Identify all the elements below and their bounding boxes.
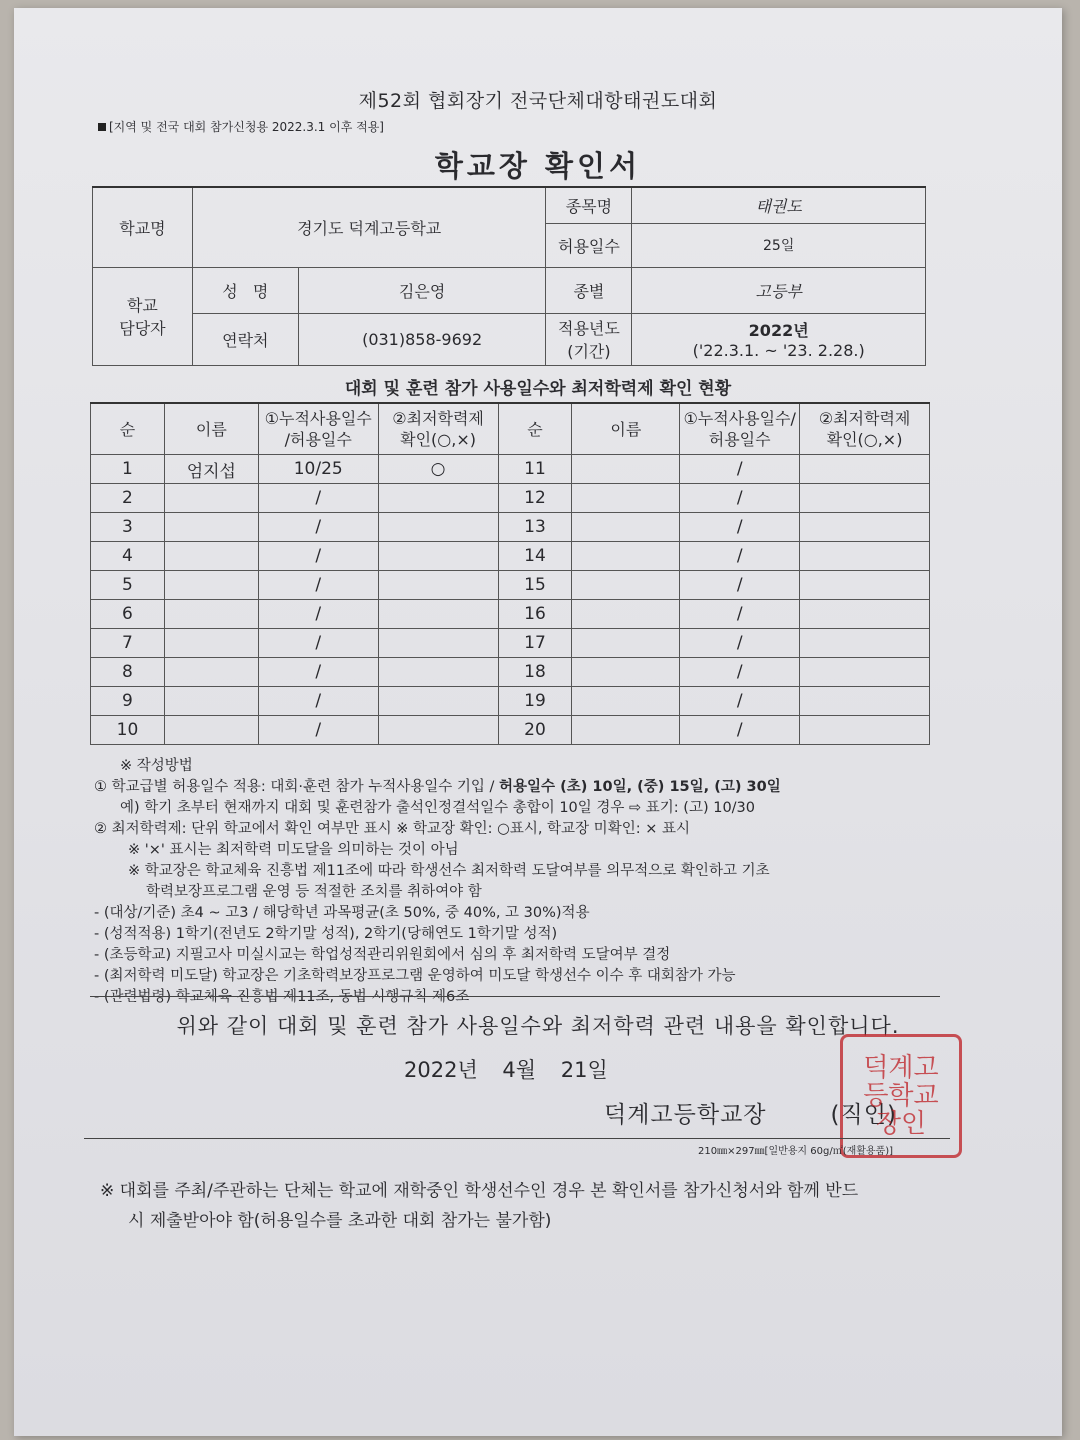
cell-min: ○	[378, 455, 498, 484]
writing-guide	[94, 756, 994, 1008]
roster-table	[90, 402, 930, 745]
sport-value: 태권도	[632, 187, 926, 223]
cell-name	[572, 484, 680, 513]
cell-num: 4	[91, 542, 165, 571]
cell-num: 5	[91, 571, 165, 600]
cell-name	[572, 687, 680, 716]
cell-num: 2	[91, 484, 165, 513]
cell-min	[378, 716, 498, 745]
allowed-days-value: 25일	[632, 223, 926, 267]
year-label	[546, 313, 632, 365]
cell-num: 20	[498, 716, 572, 745]
document-title: 학교장 확인서	[434, 149, 642, 183]
guide-detail-1: - (대상/기준) 초4 ~ 고3 / 해당학년 과목평균(초 50%, 중 40%, 고 30%)적용	[94, 905, 590, 921]
cell-min	[800, 600, 930, 629]
school-value: 경기도 덕계고등학교	[192, 187, 546, 267]
header-min-right-1: ②최저학력제	[818, 409, 911, 428]
cell-name	[164, 571, 258, 600]
sport-label: 종목명	[546, 187, 632, 223]
cell-days: /	[680, 629, 800, 658]
table-row	[91, 629, 930, 658]
table-row	[91, 600, 930, 629]
cell-num: 10	[91, 716, 165, 745]
seal-stamp-text: 덕계고등학교장인	[863, 1053, 939, 1139]
cell-name	[164, 513, 258, 542]
cell-min	[800, 716, 930, 745]
square-bullet-icon	[98, 123, 106, 131]
cell-days: /	[680, 571, 800, 600]
event-title: 제52회 협회장기 전국단체대항태권도대회	[358, 90, 718, 112]
cell-days: /	[680, 600, 800, 629]
cell-min	[800, 455, 930, 484]
contact-label: 연락처	[192, 313, 298, 365]
divider-line-bottom	[84, 1138, 950, 1139]
cell-num: 14	[498, 542, 572, 571]
cell-num: 12	[498, 484, 572, 513]
contact-value: (031)858-9692	[298, 313, 546, 365]
table-row	[91, 687, 930, 716]
cell-name	[572, 571, 680, 600]
cell-days: /	[258, 658, 378, 687]
cell-days: /	[258, 513, 378, 542]
header-name-right: 이름	[572, 403, 680, 455]
cell-days: /	[258, 687, 378, 716]
name-value: 김은영	[298, 267, 546, 313]
guide-item-2: ② 최저학력제: 단위 학교에서 확인 여부만 표시 ※ 학교장 확인: ○표시, 학교장 미확인: × 표시	[94, 821, 690, 837]
paper-spec: 210㎜×297㎜[일반용지 60g/㎡(재활용품)]	[698, 1146, 894, 1157]
guide-item-1a-bold: 허용일수 (초) 10일, (중) 15일, (고) 30일	[499, 779, 781, 795]
header-min-left-2: 확인(○,×)	[400, 430, 476, 449]
cell-days: /	[258, 629, 378, 658]
cell-min	[378, 513, 498, 542]
table-row	[91, 542, 930, 571]
period-value: ('22.3.1. ~ '23. 2.28.)	[692, 341, 865, 360]
cell-num: 3	[91, 513, 165, 542]
header-days-right-2: 허용일수	[708, 430, 771, 449]
cell-min	[378, 571, 498, 600]
table-row	[91, 484, 930, 513]
cell-name: 엄지섭	[164, 455, 258, 484]
cell-min	[800, 687, 930, 716]
cell-num: 7	[91, 629, 165, 658]
guide-item-4a: ※ 학교장은 학교체육 진흥법 제11조에 따라 학생선수 최저학력 도달여부를 의무적으로 확인하고 기초	[128, 863, 770, 879]
cell-name	[164, 600, 258, 629]
header-days-left-1: ①누적사용일수	[264, 409, 372, 428]
section-title: 대회 및 훈련 참가 사용일수와 최저학력제 확인 현황	[344, 379, 732, 399]
submission-note-line2: 시 제출받아야 함(허용일수를 초과한 대회 참가는 불가함)	[128, 1211, 552, 1231]
division-value: 고등부	[632, 267, 926, 313]
cell-days: /	[680, 455, 800, 484]
cell-num: 16	[498, 600, 572, 629]
cell-min	[378, 484, 498, 513]
cell-min	[378, 658, 498, 687]
cell-name	[572, 455, 680, 484]
document-page	[14, 8, 1062, 1436]
cell-days: /	[258, 716, 378, 745]
header-min-left	[378, 403, 498, 455]
cell-num: 18	[498, 658, 572, 687]
cell-days: /	[258, 571, 378, 600]
header-min-right	[800, 403, 930, 455]
cell-name	[572, 542, 680, 571]
guide-detail-5: - (관련법령) 학교체육 진흥법 제11조, 동법 시행규칙 제6조	[94, 989, 470, 1005]
cell-days: /	[680, 513, 800, 542]
year-label-line1: 적용년도	[558, 319, 620, 338]
header-min-right-2: 확인(○,×)	[826, 430, 903, 449]
cell-num: 17	[498, 629, 572, 658]
cell-min	[800, 658, 930, 687]
division-label: 종별	[546, 267, 632, 313]
divider-line	[90, 996, 940, 997]
header-num-right: 순	[498, 403, 572, 455]
confirmation-statement: 위와 같이 대회 및 훈련 참가 사용일수와 최저학력 관련 내용을 확인합니다.	[176, 1014, 900, 1038]
header-num-left: 순	[91, 403, 165, 455]
table-row	[91, 658, 930, 687]
cell-min	[800, 571, 930, 600]
principal-title: 덕계고등학교장	[604, 1102, 767, 1128]
cell-num: 19	[498, 687, 572, 716]
cell-name	[572, 716, 680, 745]
roster-body	[91, 455, 930, 745]
submission-note	[100, 1176, 1020, 1236]
staff-label-line1: 학교	[126, 296, 158, 315]
table-row	[91, 513, 930, 542]
cell-name	[572, 513, 680, 542]
cell-min	[800, 629, 930, 658]
table-row	[91, 455, 930, 484]
cell-days: /	[680, 716, 800, 745]
cell-name	[164, 716, 258, 745]
table-row	[91, 571, 930, 600]
cell-min	[800, 484, 930, 513]
cell-name	[164, 542, 258, 571]
guide-detail-2: - (성적적용) 1학기(전년도 2학기말 성적), 2학기(당해연도 1학기말 성적)	[94, 926, 558, 942]
cell-name	[164, 484, 258, 513]
guide-heading: ※ 작성방법	[120, 758, 193, 774]
cell-num: 6	[91, 600, 165, 629]
cell-min	[378, 687, 498, 716]
info-table	[92, 186, 926, 366]
cell-min	[378, 600, 498, 629]
submission-note-line1: ※ 대회를 주최/주관하는 단체는 학교에 재학중인 학생선수인 경우 본 확인서를 참가신청서와 함께 반드	[100, 1181, 859, 1201]
school-label: 학교명	[93, 187, 193, 267]
cell-num: 8	[91, 658, 165, 687]
cell-days: /	[258, 484, 378, 513]
cell-name	[164, 629, 258, 658]
seal-mark: (직인)	[830, 1102, 897, 1128]
cell-days: /	[680, 484, 800, 513]
cell-min	[800, 542, 930, 571]
cell-name	[572, 629, 680, 658]
header-name-left: 이름	[164, 403, 258, 455]
confirmation-date: 2022년 4월 21일	[404, 1058, 608, 1082]
guide-item-1a-text: ① 학교급별 허용일수 적용: 대회·훈련 참가 누적사용일수 기입 /	[94, 779, 500, 795]
form-subtitle-text: [지역 및 전국 대회 참가신청용 2022.3.1 이후 적용]	[109, 120, 384, 134]
staff-label-line2: 담당자	[119, 319, 166, 338]
guide-detail-3: - (초등학교) 지필고사 미실시교는 학업성적관리위원회에서 심의 후 최저학력 도달여부 결정	[94, 947, 671, 963]
guide-detail-4: - (최저학력 미도달) 학교장은 기초학력보장프로그램 운영하여 미도달 학생선수 이수 후 대회참가 가능	[94, 968, 736, 984]
cell-min	[800, 513, 930, 542]
year-cell	[632, 313, 926, 365]
cell-name	[572, 658, 680, 687]
cell-num: 9	[91, 687, 165, 716]
form-subtitle	[98, 118, 384, 135]
allowed-days-label: 허용일수	[546, 223, 632, 267]
table-row	[91, 716, 930, 745]
header-days-left-2: /허용일수	[284, 430, 352, 449]
cell-days: /	[680, 658, 800, 687]
year-value: 2022년	[748, 321, 809, 340]
guide-item-3: ※ '×' 표시는 최저학력 미도달을 의미하는 것이 아님	[128, 842, 459, 858]
header-days-right-1: ①누적사용일수/	[683, 409, 796, 428]
cell-num: 13	[498, 513, 572, 542]
cell-days: /	[258, 600, 378, 629]
guide-item-1b: 예) 학기 초부터 현재까지 대회 및 훈련참가 출석인정결석일수 총합이 10일 경우 ⇨ 표기: (고) 10/30	[120, 800, 756, 816]
cell-min	[378, 629, 498, 658]
year-label-line2: (기간)	[567, 342, 611, 361]
cell-days: /	[680, 687, 800, 716]
name-label: 성 명	[192, 267, 298, 313]
cell-num: 1	[91, 455, 165, 484]
header-days-right	[680, 403, 800, 455]
cell-num: 15	[498, 571, 572, 600]
guide-item-4b: 학력보장프로그램 운영 등 적절한 조치를 취하여야 함	[146, 884, 482, 900]
cell-name	[572, 600, 680, 629]
cell-days: /	[258, 542, 378, 571]
cell-min	[378, 542, 498, 571]
cell-name	[164, 687, 258, 716]
cell-name	[164, 658, 258, 687]
staff-label	[93, 267, 193, 365]
header-min-left-1: ②최저학력제	[392, 409, 484, 428]
cell-num: 11	[498, 455, 572, 484]
guide-item-1a	[94, 777, 994, 798]
cell-days: 10/25	[258, 455, 378, 484]
header-days-left	[258, 403, 378, 455]
cell-days: /	[680, 542, 800, 571]
school-seal-stamp	[840, 1034, 962, 1158]
